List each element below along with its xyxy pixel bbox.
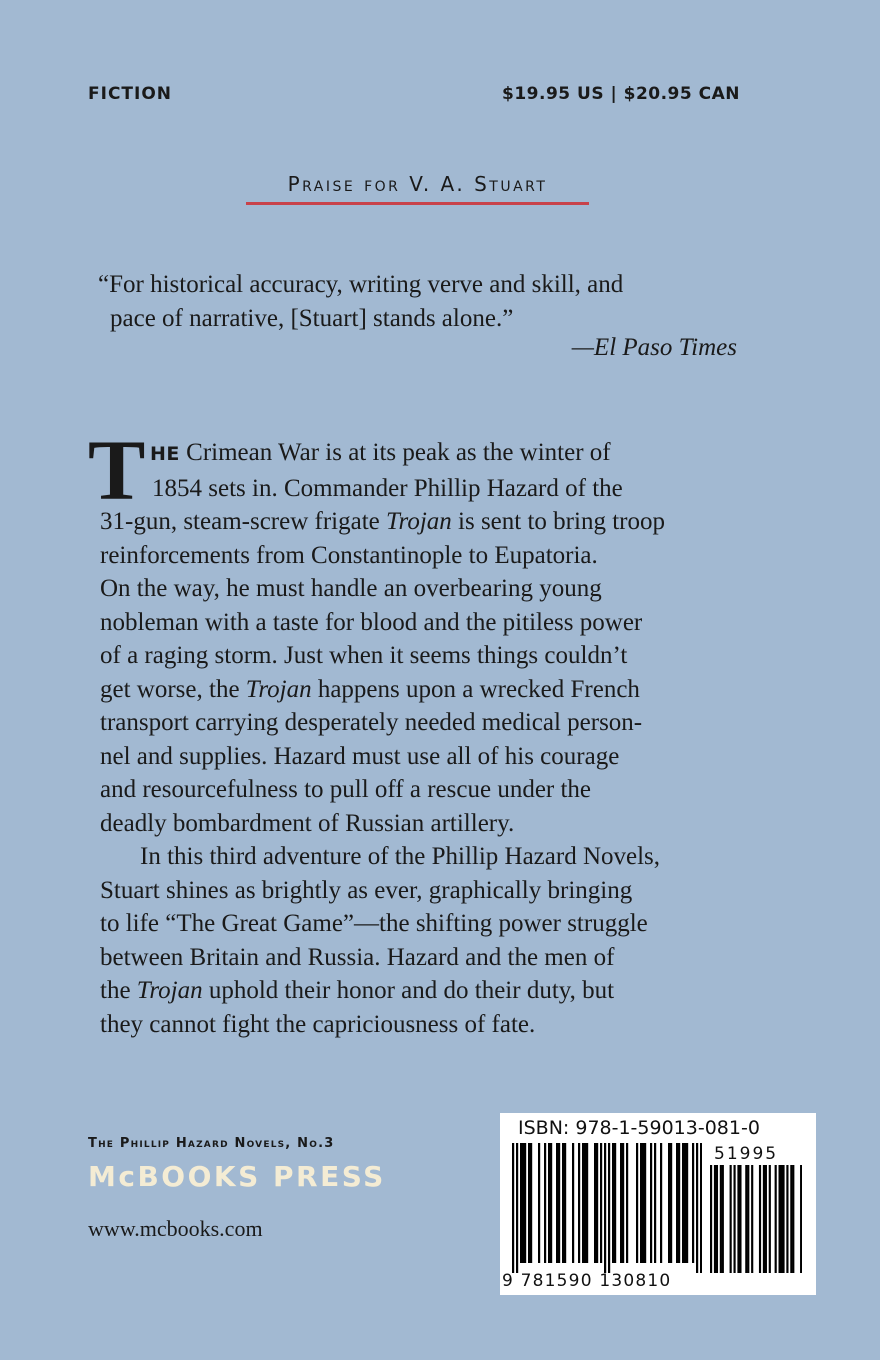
addon-bar: [733, 1165, 735, 1273]
barcode-bar: [686, 1143, 688, 1263]
barcode-bar: [608, 1143, 610, 1273]
description-line: reinforcements from Constantinople to Eupatoria.: [100, 541, 598, 569]
ean-digits: 9 781590 130810: [502, 1271, 672, 1291]
addon-bar: [765, 1165, 767, 1273]
ship-name: Trojan: [245, 675, 312, 703]
barcode-bar: [556, 1143, 558, 1263]
barcode-bar: [670, 1143, 672, 1263]
addon-bar: [730, 1165, 732, 1273]
addon-bar: [745, 1165, 747, 1273]
barcode-bar: [650, 1143, 652, 1263]
description-line: 1854 sets in. Commander Phillip Hazard of the: [152, 474, 623, 502]
barcode-bar: [558, 1143, 560, 1263]
description-line: [100, 974, 780, 1008]
description-line: [100, 505, 780, 539]
barcode-bar: [676, 1143, 678, 1263]
barcode-bar: [596, 1143, 598, 1263]
book-description: [88, 422, 780, 1041]
barcode-bar: [614, 1143, 616, 1263]
addon-bar: [786, 1165, 788, 1273]
barcode-bar: [572, 1143, 574, 1263]
addon-bar: [720, 1165, 722, 1273]
isbn-number: ISBN: 978-1-59013-081-0: [518, 1117, 760, 1139]
isbn-barcode: [500, 1113, 816, 1295]
description-line: transport carrying desperately needed medical person-: [100, 709, 643, 736]
addon-bar: [716, 1165, 718, 1273]
barcode-bar: [516, 1143, 518, 1273]
review-quote: [98, 268, 748, 336]
addon-bar: [710, 1165, 712, 1273]
addon-bar: [759, 1165, 761, 1273]
addon-bar: [714, 1165, 716, 1273]
quote-source: —El Paso Times: [571, 334, 737, 361]
description-line: to life “The Great Game”—the shifting power struggle: [100, 910, 648, 937]
ship-name: Trojan: [386, 508, 452, 535]
description-line: On the way, he must handle an overbearing young: [100, 575, 602, 602]
addon-bar: [800, 1165, 802, 1273]
description-line: between Britain and Russia. Hazard and the men of: [100, 943, 615, 971]
text-part: 31-gun, steam-screw frigate: [100, 508, 386, 535]
barcode-bar: [530, 1143, 532, 1263]
description-line: Stuart shines as brightly as ever, graphically bringing: [100, 876, 633, 904]
series-label: The Phillip Hazard Novels, No.3: [88, 1136, 335, 1151]
addon-bar: [779, 1165, 781, 1273]
addon-bar: [782, 1165, 784, 1273]
description-line: nobleman with a taste for blood and the pitiless power: [100, 608, 643, 636]
description-line: they cannot fight the capriciousness of fate.: [100, 1010, 536, 1038]
addon-bar: [747, 1165, 749, 1273]
text-part: get worse, the: [100, 675, 246, 703]
barcode-bar: [678, 1143, 680, 1263]
addon-bar: [739, 1165, 741, 1273]
drop-cap: T: [88, 422, 146, 518]
barcode-bar: [522, 1143, 524, 1263]
barcode-bar: [524, 1143, 526, 1263]
barcode-bar: [640, 1143, 642, 1263]
addon-bar: [780, 1165, 782, 1273]
genre-label: FICTION: [88, 84, 173, 104]
addon-bar: [737, 1165, 739, 1273]
description-line: deadly bombardment of Russian artillery.: [100, 809, 515, 837]
publisher-name: McBOOKS PRESS: [88, 1160, 386, 1193]
barcode-bar: [604, 1143, 606, 1273]
barcode-bar: [582, 1143, 584, 1263]
barcode-bar: [548, 1143, 550, 1263]
text-part: happens upon a wrecked French: [311, 675, 640, 703]
lead-in-rest: Crimean War is at its peak as the winter of: [179, 439, 611, 466]
barcode-bar: [700, 1143, 702, 1273]
text-part: is sent to bring troop: [451, 508, 665, 535]
barcode-bar: [520, 1143, 522, 1263]
barcode-bar: [660, 1143, 662, 1263]
addon-barcode-bars: [710, 1165, 802, 1273]
addon-bar: [775, 1165, 777, 1273]
description-line: nel and supplies. Hazard must use all of his courage: [100, 742, 620, 770]
barcode-bar: [594, 1143, 596, 1263]
text-part: uphold their honor and do their duty, but: [202, 977, 615, 1004]
barcode-bar: [636, 1143, 638, 1263]
barcode-bar: [644, 1143, 646, 1263]
barcode-bar: [600, 1143, 602, 1263]
barcode-bar: [528, 1143, 530, 1263]
addon-bar: [722, 1165, 724, 1273]
description-line: [100, 436, 780, 472]
addon-bar: [792, 1165, 794, 1273]
quote-line: pace of narrative, [Stuart] stands alone.”: [110, 305, 514, 332]
barcode-bar: [612, 1143, 614, 1263]
barcode-bar: [684, 1143, 686, 1263]
barcode-bar: [692, 1143, 694, 1263]
barcode-bar: [584, 1143, 586, 1263]
description-line: [100, 673, 780, 707]
barcode-bar: [626, 1143, 628, 1263]
barcode-bar: [654, 1143, 656, 1263]
barcode-bar: [578, 1143, 580, 1263]
description-line: and resourcefulness to pull off a rescue under the: [100, 776, 592, 803]
quote-line: “For historical accuracy, writing verve and skill, and: [98, 271, 624, 298]
barcode-bar: [620, 1143, 622, 1263]
ean-barcode-bars: [512, 1143, 702, 1273]
description-line: In this third adventure of the Phillip Hazard Novels,: [140, 843, 661, 870]
barcode-bar: [668, 1143, 670, 1263]
ship-name: Trojan: [136, 977, 203, 1004]
barcode-bar: [564, 1143, 566, 1263]
barcode-bar: [544, 1143, 546, 1263]
lead-in-caps: HE: [150, 443, 180, 465]
addon-bar: [769, 1165, 771, 1273]
barcode-bar: [682, 1143, 684, 1263]
barcode-bar: [562, 1143, 564, 1263]
barcode-bar: [642, 1143, 644, 1263]
barcode-bar: [550, 1143, 552, 1263]
addon-bar: [790, 1165, 792, 1273]
barcode-bar: [512, 1143, 514, 1273]
addon-bar: [763, 1165, 765, 1273]
praise-heading: Praise for V. A. Stuart: [246, 172, 589, 205]
price-code: 51995: [714, 1144, 779, 1164]
description-line: of a raging storm. Just when it seems things couldn’t: [100, 642, 628, 669]
barcode-bar: [538, 1143, 540, 1263]
barcode-bar: [696, 1143, 698, 1273]
barcode-bar: [622, 1143, 624, 1263]
website-link[interactable]: www.mcbooks.com: [88, 1216, 263, 1241]
addon-bar: [751, 1165, 753, 1273]
text-part: the: [100, 977, 137, 1004]
price-label: $19.95 US | $20.95 CAN: [502, 84, 740, 104]
barcode-bar: [586, 1143, 588, 1263]
